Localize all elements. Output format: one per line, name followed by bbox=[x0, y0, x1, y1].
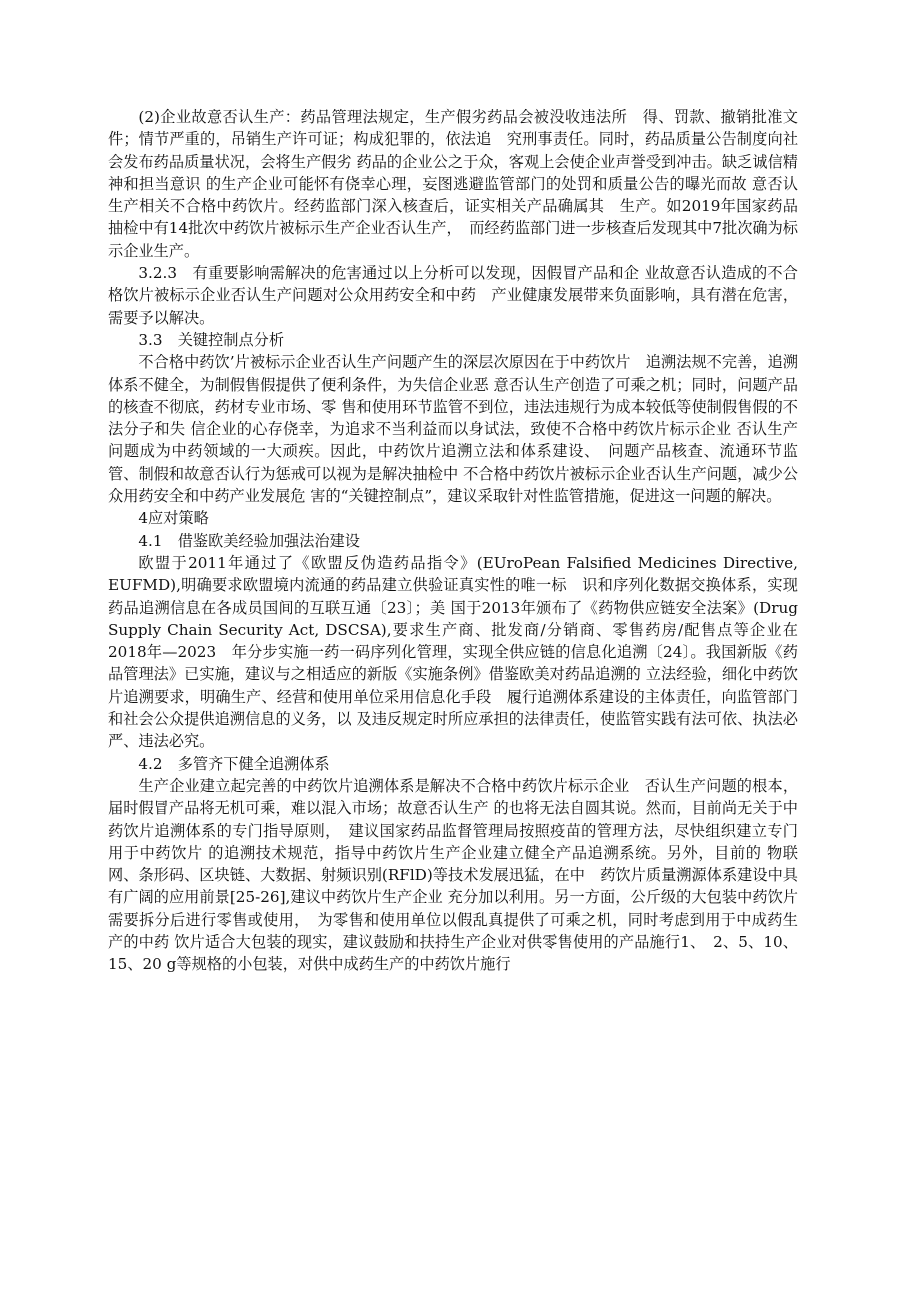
paragraph-key-control-points: 不合格中药饮’片被标示企业否认生产问题产生的深层次原因在于中药饮片 追溯法规不完善，追溯体系不健全，为制假售假提供了便利条件，为失信企业恶 意否认生产创造了可乘之机；同时，问题产品的核查不彻底，药材专业市场、零 售和使用环节监管不到位，违法违规行为成本较低等使制假售假的不法分子和失 信企业的心存侥幸，为追求不当利益而以身试法，致使不合格中药饮片标示企业 否认生产问题成为中药领域的一大顽疾。因此，中药饮片追溯立法和体系建设、 问题产品核查、流通环节监管、制假和故意否认行为惩戒可以视为是解决抽检中 不合格中药饮片被标示企业否认生产问题，减少公众用药安全和中药产业发展危 害的“关键控制点”，建议采取针对性监管措施，促进这一问题的解决。 bbox=[108, 353, 798, 506]
heading-3-3: 3.3 关键控制点分析 bbox=[138, 330, 285, 349]
document-page bbox=[108, 106, 814, 976]
heading-4: 4应对策略 bbox=[138, 509, 209, 528]
paragraph-eu-us-experience: 欧盟于2011年通过了《欧盟反伪造药品指令》(EUroPean Falsified Medicines Directive, EUFMD),明确要求欧盟境内流通的药品建立供验证真实性的唯一标 识和序列化数据交换体系，实现药品追溯信息在各成员国间的互联互通〔23〕；美 国于2013年颁布了《药物供应链安全法案》(Drug Supply Chain Security Act, DSCSA),要求生产商、批发商/分销商、零售药房/配售点等企业在2018年—2023 年分步实施一药一码序列化管理，实现全供应链的信息化追溯〔24〕。我国新版《药 品管理法》已实施，建议与之相适应的新版《实施条例》借鉴欧美对药品追溯的 立法经验，细化中药饮片追溯要求，明确生产、经营和使用单位采用信息化手段 履行追溯体系建设的主体责任，向监管部门和社会公众提供追溯信息的义务，以 及违反规定时所应承担的法律责任，使监管实践有法可依、执法必严、违法必究。 bbox=[108, 553, 814, 751]
heading-4-2: 4.2 多管齐下健全追溯体系 bbox=[138, 754, 330, 773]
paragraph-enterprise-denial: (2)企业故意否认生产：药品管理法规定，生产假劣药品会被没收违法所 得、罚款、撤销批准文件；情节严重的，吊销生产许可证；构成犯罪的，依法追 究刑事责任。同时，药品质量公告制度向社会发布药品质量状况，会将生产假劣 药品的企业公之于众，客观上会使企业声誉受到冲击。缺乏诚信精神和担当意识 的生产企业可能怀有侥幸心理，妄图逃避监管部门的处罚和质量公告的曝光而故 意否认生产相关不合格中药饮片。经药监部门深入核查后，证实相关产品确属其 生产。如2019年国家药品抽检中有14批次中药饮片被标示生产企业否认生产， 而经药监部门进一步核查后发现其中7批次确为标示企业生产。 bbox=[108, 108, 798, 260]
paragraph-3-2-3: 3.2.3 有重要影响需解决的危害通过以上分析可以发现，因假冒产品和企 业故意否认造成的不合格饮片被标示企业否认生产问题对公众用药安全和中药 产业健康发展带来负面影响，具有潜在危害，需要予以解决。 bbox=[108, 264, 798, 327]
heading-4-1: 4.1 借鉴欧美经验加强法治建设 bbox=[138, 531, 360, 550]
paragraph-traceability-system: 生产企业建立起完善的中药饮片追溯体系是解决不合格中药饮片标示企业 否认生产问题的根本，届时假冒产品将无机可乘，难以混入市场；故意否认生产 的也将无法自圆其说。然而，目前尚无关于中药饮片追溯体系的专门指导原则， 建议国家药品监督管理局按照疫苗的管理方法，尽快组织建立专门用于中药饮片 的追溯技术规范，指导中药饮片生产企业建立健全产品追溯系统。另外，目前的 物联网、条形码、区块链、大数据、射频识别(RFlD)等技术发展迅猛，在中 药饮片质量溯源体系建设中具有广阔的应用前景[25-26],建议中药饮片生产企业 充分加以利用。另一方面，公斤级的大包装中药饮片需要拆分后进行零售或使用， 为零售和使用单位以假乱真提供了可乘之机，同时考虑到用于中成药生产的中药 饮片适合大包装的现实，建议鼓励和扶持生产企业对供零售使用的产品施行1、 2、5、10、15、20 g等规格的小包装，对供中成药生产的中药饮片施行 bbox=[108, 776, 798, 974]
